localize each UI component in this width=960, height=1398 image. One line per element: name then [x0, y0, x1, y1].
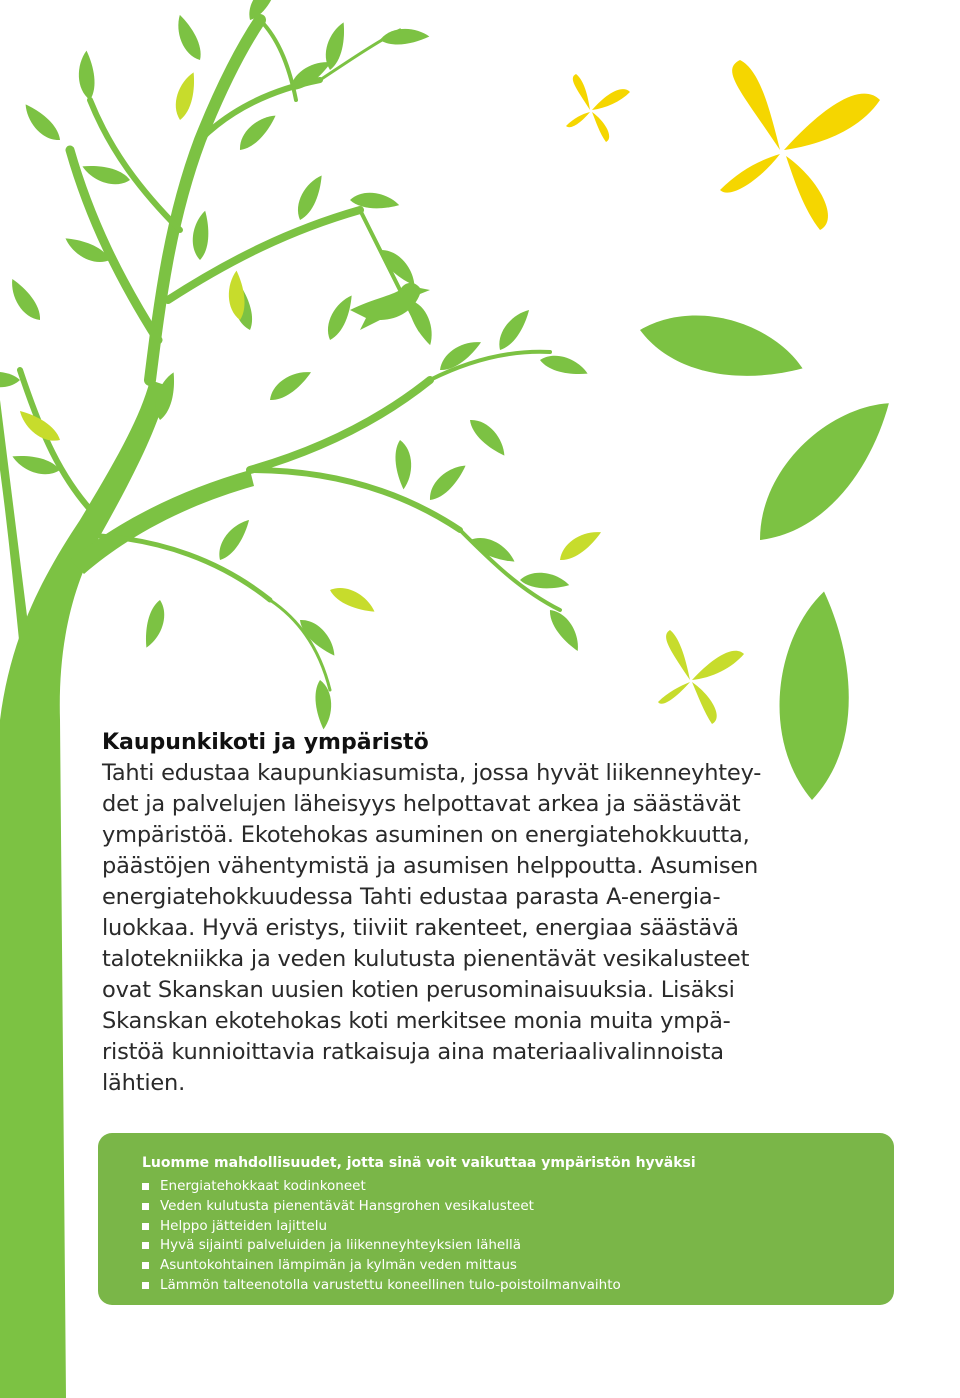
article-body — [102, 758, 802, 1099]
list-item: Veden kulutusta pienentävät Hansgrohen vesikalusteet — [142, 1197, 870, 1217]
tree-branches — [20, 20, 560, 690]
article-line: ovat Skanskan uusien kotien perusominaisuuksia. Lisäksi — [102, 977, 735, 1003]
bullet-square-icon — [142, 1282, 149, 1289]
list-item: Helppo jätteiden lajittelu — [142, 1217, 870, 1237]
features-list — [142, 1177, 870, 1296]
article-line: ristöä kunnioittavia ratkaisuja aina materiaalivalinnoista — [102, 1039, 724, 1065]
article-line: lähtien. — [102, 1070, 186, 1096]
features-box — [98, 1133, 894, 1305]
bullet-square-icon — [142, 1183, 149, 1190]
bullet-square-icon — [142, 1223, 149, 1230]
article-line: ympäristöä. Ekotehokas asuminen on energiatehokkuutta, — [102, 822, 750, 848]
list-item: Lämmön talteenotolla varustettu koneellinen tulo-poistoilmanvaihto — [142, 1276, 870, 1296]
article-line: det ja palvelujen läheisyys helpottavat arkea ja säästävät — [102, 791, 741, 817]
article-line: päästöjen vähentymistä ja asumisen helppoutta. Asumisen — [102, 853, 759, 879]
article-line: Tahti edustaa kaupunkiasumista, jossa hyvät liikenneyhtey- — [102, 760, 762, 786]
butterfly-small-icon — [566, 74, 630, 142]
article-title: Kaupunkikoti ja ympäristö — [102, 730, 429, 755]
list-item: Asuntokohtainen lämpimän ja kylmän veden mittaus — [142, 1256, 870, 1276]
bullet-square-icon — [142, 1203, 149, 1210]
butterfly-lime-icon — [658, 630, 744, 724]
article-line: Skanskan ekotehokas koti merkitsee monia muita ympä- — [102, 1008, 731, 1034]
butterfly-large-icon — [720, 60, 880, 230]
bullet-square-icon — [142, 1262, 149, 1269]
bullet-square-icon — [142, 1242, 149, 1249]
features-title: Luomme mahdollisuudet, jotta sinä voit vaikuttaa ympäristön hyväksi — [142, 1155, 696, 1171]
article — [102, 728, 802, 1099]
article-line: luokkaa. Hyvä eristys, tiiviit rakenteet, energiaa säästävä — [102, 915, 739, 941]
list-item: Energiatehokkaat kodinkoneet — [142, 1177, 870, 1197]
article-line: talotekniikka ja veden kulutusta pienentävät vesikalusteet — [102, 946, 750, 972]
large-leaves — [636, 279, 921, 803]
article-line: energiatehokkuudessa Tahti edustaa parasta A-energia- — [102, 884, 721, 910]
list-item: Hyvä sijainti palveluiden ja liikenneyhteyksien lähellä — [142, 1236, 870, 1256]
